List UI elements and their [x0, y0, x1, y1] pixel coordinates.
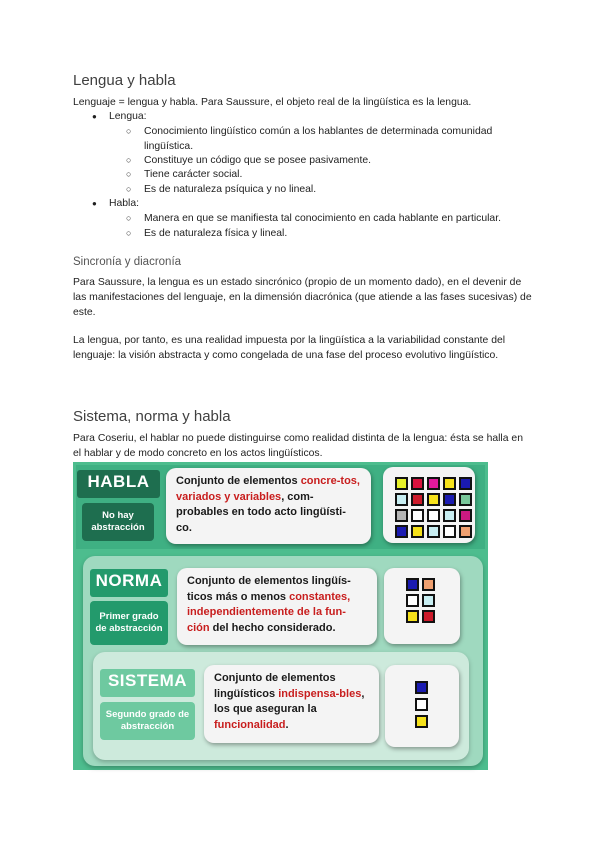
color-square [395, 525, 408, 538]
color-square [422, 594, 435, 607]
intro-paragraph: Lenguaje = lengua y habla. Para Saussure, el objeto real de la lingüística es la lengua. [73, 97, 472, 108]
sistema-squares-card [385, 665, 459, 747]
habla-title: HABLA [77, 470, 160, 498]
circle-bullet-icon: ○ [126, 169, 132, 179]
circle-bullet-icon: ○ [126, 126, 132, 136]
color-square [459, 477, 472, 490]
habla-squares-card [383, 467, 475, 543]
color-square [411, 477, 424, 490]
color-square [411, 509, 424, 522]
circle-bullet-icon: ○ [126, 155, 132, 165]
sub-item-text: Conocimiento lingüístico común a los hablantes de determinada comunidad lingüística. [144, 126, 493, 152]
color-square [443, 477, 456, 490]
bullet-dot-icon: ● [92, 199, 97, 208]
color-square [427, 493, 440, 506]
sub-item-text: Tiene carácter social. [144, 169, 243, 180]
color-square [415, 715, 428, 728]
color-square [406, 610, 419, 623]
heading-sistema-norma-habla: Sistema, norma y habla [73, 408, 231, 425]
color-square [411, 525, 424, 538]
sincronia-paragraph-1: Para Saussure, la lengua es un estado sincrónico (propio de un momento dado), en el devenir de las manifestaciones del lenguaje, en la dimensión diacrónica (que atiende a las fases sucesivas) de este. [73, 277, 532, 318]
color-square [411, 493, 424, 506]
bullet-label: Habla: [109, 198, 140, 209]
color-square [459, 509, 472, 522]
sincronia-paragraph-2: La lengua, por tanto, es una realidad impuesta por la lingüística a la variabilidad constante del lenguaje: la visión abstracta y como congelada de una fase del proceso evolutivo lingüístico. [73, 335, 506, 361]
habla-level: No hay abstracción [82, 503, 154, 541]
bullet-label: Lengua: [109, 111, 147, 122]
sub-item-text: Es de naturaleza física y lineal. [144, 228, 288, 239]
sub-item-text: Constituye un código que se posee pasivamente. [144, 155, 372, 166]
color-square [422, 578, 435, 591]
sub-item-text: Manera en que se manifiesta tal conocimiento en cada hablante en particular. [144, 213, 501, 224]
norma-squares-card [384, 568, 460, 644]
circle-bullet-icon: ○ [126, 184, 132, 194]
color-square [459, 493, 472, 506]
color-square [443, 509, 456, 522]
sistema-level: Segundo grado de abstracción [100, 702, 195, 740]
color-square [427, 509, 440, 522]
sistema-description: Conjunto de elementos lingüísticos indispensa-bles, los que aseguran la funcionalidad. [204, 665, 379, 743]
bullet-dot-icon: ● [92, 112, 97, 121]
color-square [443, 493, 456, 506]
color-square [427, 525, 440, 538]
norma-description: Conjunto de elementos lingüís-ticos más o menos constantes, independientemente de la fun-ción del hecho considerado. [177, 568, 377, 645]
circle-bullet-icon: ○ [126, 213, 132, 223]
sub-item-text: Es de naturaleza psíquica y no lineal. [144, 184, 317, 195]
sistema-norma-habla-figure [73, 462, 488, 770]
sistema-title: SISTEMA [100, 669, 195, 697]
circle-bullet-icon: ○ [126, 228, 132, 238]
norma-title: NORMA [90, 569, 168, 597]
color-square [395, 509, 408, 522]
heading-sincronia: Sincronía y diacronía [73, 256, 182, 268]
norma-level: Primer grado de abstracción [90, 601, 168, 645]
heading-lengua-y-habla: Lengua y habla [73, 72, 176, 89]
color-square [427, 477, 440, 490]
color-square [395, 493, 408, 506]
color-square [415, 681, 428, 694]
color-square [459, 525, 472, 538]
color-square [406, 578, 419, 591]
color-square [406, 594, 419, 607]
color-square [443, 525, 456, 538]
color-square [415, 698, 428, 711]
color-square [422, 610, 435, 623]
color-square [395, 477, 408, 490]
coseriu-paragraph: Para Coseriu, el hablar no puede distinguirse como realidad distinta de la lengua: ésta se halla en el hablar y de modo concreto en los actos lingüísticos. [73, 433, 523, 459]
habla-description: Conjunto de elementos concre-tos, variados y variables, com-probables en todo acto lingüísti-co. [166, 468, 371, 544]
